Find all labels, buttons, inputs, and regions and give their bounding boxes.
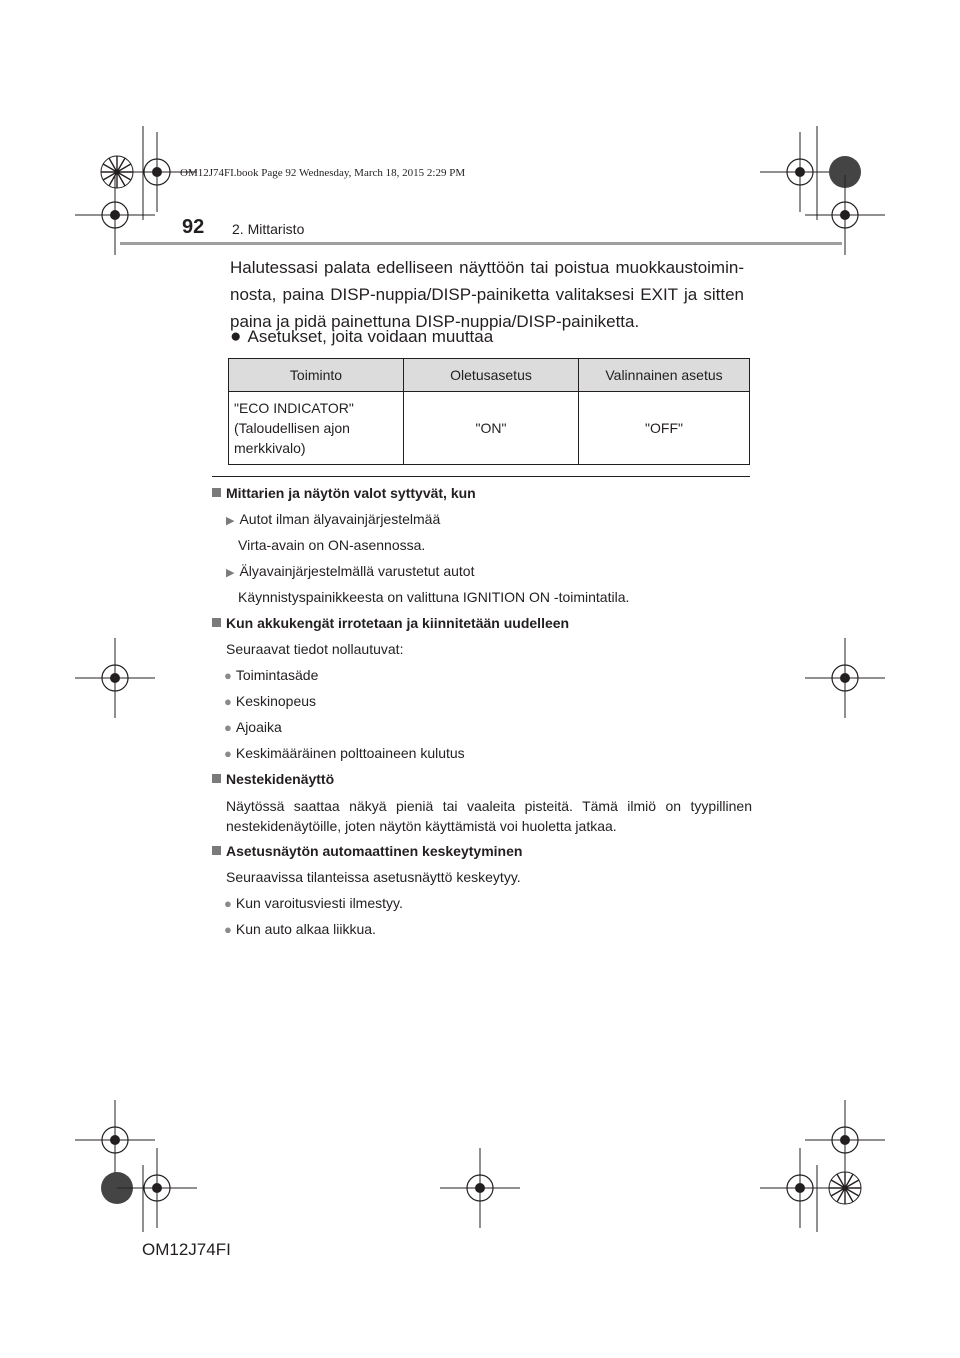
note-subitem — [212, 510, 752, 536]
section-divider — [212, 476, 750, 477]
section-title: 2. Mittaristo — [232, 221, 305, 237]
bullet-icon: ● — [230, 326, 242, 347]
note-text: Seuraavat tiedot nollautuvat: — [226, 641, 404, 657]
bullet-icon: ● — [224, 720, 232, 735]
bullet-icon: ● — [224, 896, 232, 911]
square-bullet-icon — [212, 488, 221, 497]
notes-section — [212, 484, 752, 946]
bullet-icon: ● — [224, 668, 232, 683]
list-item-text: Toimintasäde — [235, 667, 319, 683]
bullet-icon: ● — [224, 694, 232, 709]
print-mark: OM12J74FI.book Page 92 Wednesday, March 18, 2015 2:29 PM — [180, 167, 466, 179]
square-bullet-icon — [212, 846, 221, 855]
col-header-function: Toiminto — [229, 359, 404, 392]
cell-function-line: merkkivalo) — [234, 440, 306, 456]
square-bullet-icon — [212, 774, 221, 783]
list-item-text: Ajoaika — [235, 719, 282, 735]
note-heading-text: Kun akkukengät irrotetaan ja kiinnitetään uudelleen — [226, 615, 570, 631]
intro-paragraph: Halutessasi palata edelliseen näyttöön tai poistua muokkaustoimin-nosta, paina DISP-nuppia/DISP-painiketta valitaksesi EXIT ja sitten paina ja pidä painettuna DISP-nuppia/DISP-painiketta. — [230, 258, 744, 331]
page-number: 92 — [182, 216, 205, 238]
header-rule — [120, 242, 842, 245]
subitem-label: Älyavainjärjestelmällä varustetut autot — [239, 563, 475, 579]
triangle-bullet-icon: ▶ — [226, 567, 235, 579]
note-heading-battery — [212, 614, 752, 640]
note-heading-auto-cancel — [212, 842, 752, 868]
cell-function — [229, 392, 404, 465]
note-heading-text: Asetusnäytön automaattinen keskeytyminen — [226, 843, 523, 859]
note-heading-text: Mittarien ja näytön valot syttyvät, kun — [226, 485, 476, 501]
note-text: Seuraavissa tilanteissa asetusnäyttö keskeytyy. — [226, 869, 521, 885]
list-item-text: Keskinopeus — [235, 693, 317, 709]
list-item-text: Kun auto alkaa liikkua. — [235, 921, 376, 937]
note-subitem — [212, 562, 752, 588]
list-item — [212, 666, 752, 692]
cell-function-line: (Taloudellisen ajon — [234, 420, 350, 436]
col-header-optional: Valinnainen asetus — [579, 359, 750, 392]
list-item-text: Keskimääräinen polttoaineen kulutus — [235, 745, 465, 761]
footer-code: OM12J74FI — [142, 1240, 231, 1259]
settings-table — [228, 358, 750, 465]
cell-default: "ON" — [404, 392, 579, 465]
note-text: Näytössä saattaa näkyä pieniä tai vaaleita pisteitä. Tämä ilmiö on tyypillinen nestekidenäytöille, joten näytön käyttämistä voi huoletta jatkaa. — [226, 798, 752, 834]
cell-function-line: "ECO INDICATOR" — [234, 400, 354, 416]
settings-heading-text: Asetukset, joita voidaan muuttaa — [247, 327, 494, 346]
bullet-icon: ● — [224, 746, 232, 761]
table-row — [229, 392, 750, 465]
subitem-label: Autot ilman älyavainjärjestelmää — [239, 511, 441, 527]
list-item — [212, 920, 752, 946]
list-item-text: Kun varoitusviesti ilmestyy. — [235, 895, 403, 911]
note-text: Virta-avain on ON-asennossa. — [238, 537, 426, 553]
col-header-default: Oletusasetus — [404, 359, 579, 392]
settings-heading — [230, 326, 493, 348]
list-item — [212, 744, 752, 770]
note-heading-text: Nestekidenäyttö — [226, 771, 335, 787]
list-item — [212, 894, 752, 920]
cell-optional: "OFF" — [579, 392, 750, 465]
triangle-bullet-icon: ▶ — [226, 515, 235, 527]
bullet-icon: ● — [224, 922, 232, 937]
list-item — [212, 692, 752, 718]
square-bullet-icon — [212, 618, 221, 627]
note-text: Käynnistyspainikkeesta on valittuna IGNITION ON -toimintatila. — [238, 589, 630, 605]
table-header-row — [229, 359, 750, 392]
note-heading-lights — [212, 484, 752, 510]
list-item — [212, 718, 752, 744]
note-heading-lcd — [212, 770, 752, 796]
